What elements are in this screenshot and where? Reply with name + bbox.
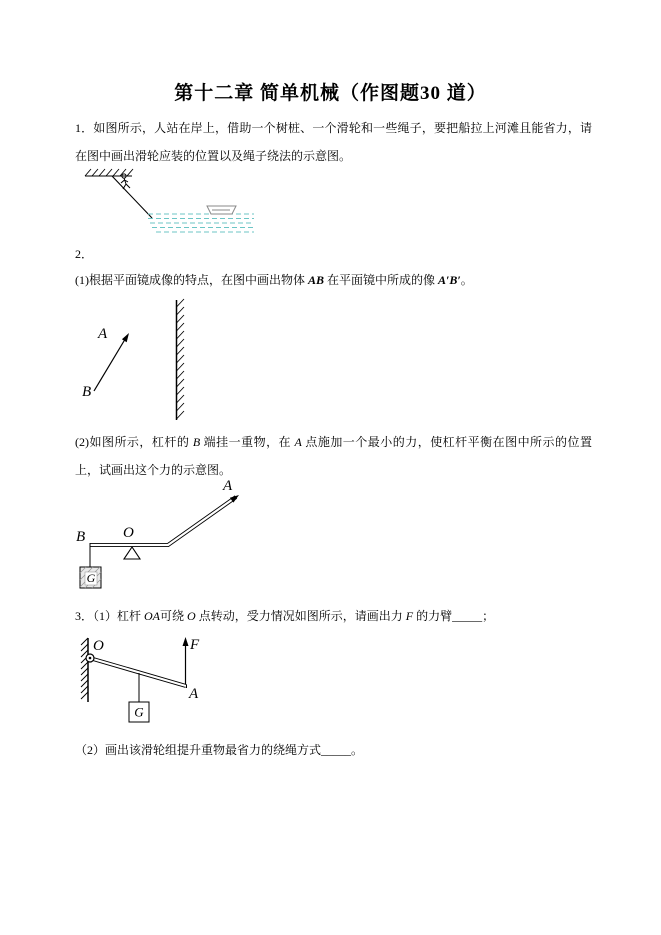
figure-bent-lever-weight [73, 477, 258, 597]
lever-bar-inner [90, 497, 236, 545]
label-A: A [223, 478, 233, 494]
variable-F: F [405, 609, 414, 623]
text-segment: (1)根据平面镜成像的特点，在图中画出物体 [75, 273, 308, 287]
question-2-part1-text [75, 266, 592, 294]
figure-lever-OA-wall [73, 630, 233, 732]
label-F: F [190, 637, 200, 653]
variable-B: B [192, 435, 201, 449]
water-lines [148, 214, 254, 232]
label-O: O [123, 525, 134, 541]
label-G: G [86, 571, 96, 585]
variable-A-prime-B-prime: A′B′ [438, 273, 461, 287]
mirror-hatching [177, 299, 185, 419]
text-segment: 。 [351, 743, 364, 757]
question-3-part2-text [75, 736, 592, 764]
label-A: A [189, 686, 199, 702]
pivot-dot [89, 657, 92, 660]
fulcrum-triangle [124, 547, 140, 559]
question-2-part2-text [75, 428, 592, 484]
text-segment: 点施加一个最小的力，使杠杆平衡在图中所示的位置上，试画出这个力的示意图。 [75, 435, 592, 477]
answer-blank: _____ [452, 609, 483, 623]
label-G: G [134, 704, 144, 720]
text-segment: 端挂一重物，在 [200, 435, 295, 449]
text-segment: 可绕 [160, 609, 188, 623]
text-segment: 的力臂 [413, 609, 453, 623]
figure-riverbank-slope-boat [70, 160, 280, 240]
text-segment: (2)如图所示，杠杆的 [75, 435, 193, 449]
label-O: O [93, 638, 104, 654]
text-segment: 。 [460, 273, 473, 287]
text-segment: 点转动，受力情况如图所示，请画出力 [195, 609, 406, 623]
question-1-string: 1．如图所示，人站在岸上，借助一个树桩、一个滑轮和一些绳子，要把船拉上河滩且能省力，请在图中画出滑轮应装的位置以及绳子绕法的示意图。 [75, 121, 592, 163]
text-segment: 在平面镜中所成的像 [324, 273, 439, 287]
variable-A: A [294, 435, 302, 449]
wall-hatching [81, 638, 88, 699]
lever-bar-outer [90, 497, 236, 545]
label-B: B [76, 529, 86, 545]
question-3-part1-text [75, 602, 592, 630]
force-F-arrow-head [183, 637, 189, 646]
answer-blank: _____ [321, 743, 352, 757]
variable-O: O [187, 609, 196, 623]
text-segment: ； [482, 609, 495, 623]
variable-AB: AB [308, 273, 325, 287]
boat-icon [207, 206, 236, 214]
text-segment: （2）画出该滑轮组提升重物最省力的绕绳方式 [75, 743, 322, 757]
slope-line [112, 176, 152, 218]
label-B: B [82, 384, 92, 400]
text-segment: 3．（1）杠杆 [75, 609, 145, 623]
label-A: A [98, 326, 108, 342]
variable-OA: OA [144, 609, 161, 623]
object-arrow-line [94, 336, 127, 391]
question-2-number: 2． [75, 247, 94, 261]
page-title: 第十二章 简单机械（作图题30 道） [174, 83, 487, 104]
figure-plane-mirror-object [78, 294, 208, 426]
object-arrow-head [122, 333, 129, 342]
